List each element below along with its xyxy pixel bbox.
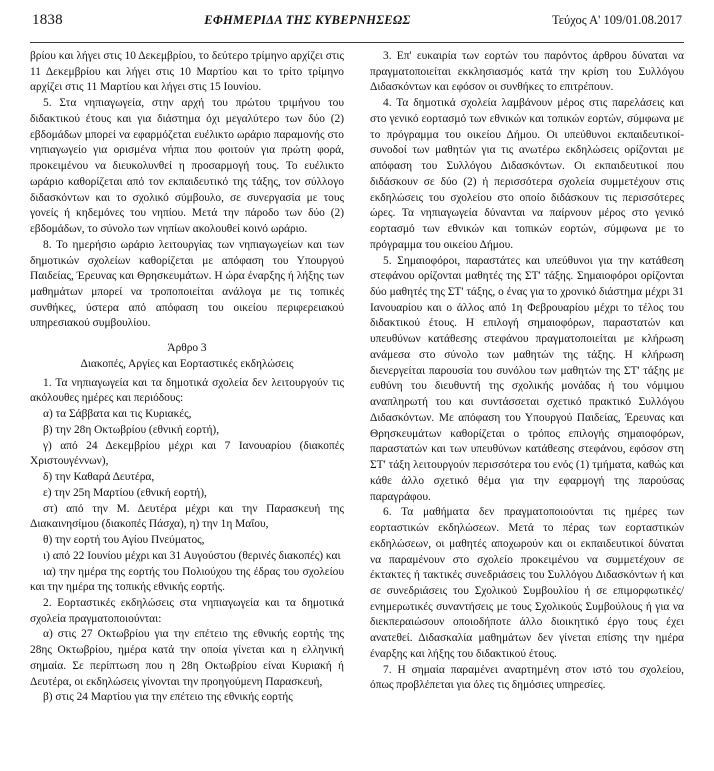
list-item: ε) την 25η Μαρτίου (εθνική εορτή), [43,486,207,499]
paragraph: 4. Τα δημοτικά σχολεία λαμβάνουν μέρος στις παρελάσεις και στο γενικό εορτασμό των εθνικών και τοπικών εορτών, σύμφωνα με το πρόγραμμα του οικείου Δήμου. Οι υπεύθυνοι εκπαιδευτικοί- συνοδοί των μαθητών για τις ανωτέρω εκδηλώσεις ορίζονται με απόφαση του Συλλόγου Διδασκόντων. Οι εκπαιδευτικοί που διδάσκουν σε δύο (2) ή περισσότερα σχολεία συμμετέχουν στις εκδηλώσεις του σχολείου στο οποίο διδάσκουν τις περισσότερες ώρες. Τα νηπιαγωγεία δύνανται να παίρνουν μέρος στο γενικό εορτασμό των εθνικών και τοπικών εορτών, σύμφωνα με το πρόγραμμα του οικείου Δήμου. [370,97,684,251]
gazette-title: ΕΦΗΜΕΡΙΔΑ ΤΗΣ ΚΥΒΕΡΝΗΣΕΩΣ [204,13,411,27]
paragraph: 6. Τα μαθήματα δεν πραγματοποιούνται τις ημέρες των εορταστικών εκδηλώσεων. Μετά το πέρας των εορταστικών εκδηλώσεων, οι μαθητές αποχωρούν και οι εκπαιδευτικοί δύναται να παραμένουν στο σχολείο προκειμένου να συμμετέχουν σε έκτακτες ή τακτικές συνεδριάσεις του Συλλόγου Διδασκόντων ή και σε συνεδριάσεις του Σχολικού Συμβουλίου ή σε επιμορφωτικές/ενημερωτικές συναντήσεις με τους Σχολικούς Συμβούλους ή για να διεκπεραιώσουν οποιοδήποτε άλλο διοικητικό έργο τους έχει ανατεθεί. Διδασκαλία μαθημάτων δεν γίνεται επίσης την ημέρα έναρξης και λήξης του διδακτικού έτους. [370,506,684,660]
list-item: θ) την εορτή του Αγίου Πνεύματος, [43,534,205,547]
article-subheading: Διακοπές, Αργίες και Εορταστικές εκδηλώσεις [80,357,294,370]
left-column [30,49,344,765]
header-divider [30,42,684,43]
issue-reference: Τεύχος Α' 109/01.08.2017 [551,13,682,27]
list-item: α) τα Σάββατα και τις Κυριακές, [43,408,192,421]
paragraph: 7. Η σημαία παραμένει αναρτημένη στον ιστό του σχολείου, όπως προβλέπεται για όλες τις δημόσιες υπηρεσίες. [370,663,684,692]
paragraph: 3. Επ' ευκαιρία των εορτών του παρόντος άρθρου δύναται να πραγματοποιείται εκκλησιασμός κατά την κρίση του Συλλόγου Διδασκόντων και εφόσον οι συνθήκες το επιτρέπουν. [370,50,684,94]
page-number: 1838 [32,12,63,28]
two-column-body [30,49,684,765]
paragraph: 2. Εορταστικές εκδηλώσεις στα νηπιαγωγεία και τα δημοτικά σχολεία πραγματοποιούνται: [30,596,344,625]
list-item: β) στις 24 Μαρτίου για την επέτειο της εθνικής εορτής [43,691,293,704]
list-item: γ) από 24 Δεκεμβρίου μέχρι και 7 Ιανουαρίου (διακοπές Χριστουγέννων), [30,439,344,468]
list-item: δ) την Καθαρά Δευτέρα, [43,471,155,484]
list-item: β) την 28η Οκτωβρίου (εθνική εορτή), [43,423,220,436]
list-item: στ) από την Μ. Δευτέρα μέχρι και την Παρασκευή της Διακαινησίμου (διακοπές Πάσχα), η) την 1η Μαΐου, [30,502,344,531]
list-item: ι) από 22 Ιουνίου μέχρι και 31 Αυγούστου (θερινές διακοπές) και [43,549,341,562]
page-header [30,10,684,38]
paragraph: 1. Τα νηπιαγωγεία και τα δημοτικά σχολεία δεν λειτουργούν τις ακόλουθες ημέρες και περιόδους: [30,376,344,405]
right-column [370,49,684,765]
article-heading: Άρθρο 3 [167,342,207,355]
paragraph: 5. Σημαιοφόροι, παραστάτες και υπεύθυνοι για την κατάθεση στεφάνου ορίζονται μαθητές της ΣΤ' τάξης. Σημαιοφόροι ορίζονται δύο μαθητές της ΣΤ' τάξης, ο ένας για το χρονικό διάστημα μέχρι 31 Ιανουαρίου και ο άλλος από 1η Φεβρουαρίου μέχρι το τέλος του διδακτικού έτους. Η επιλογή σημαιοφόρων, παραστατών και υπευθύνων κατάθεσης στεφάνου πραγματοποιείται με κλήρωση ανάμεσα στο σύνολο των μαθητών της τάξης. Η κλήρωση διενεργείται παρουσία του συνόλου των μαθητών της ΣΤ' τάξης με ευθύνη του διευθυντή της σχολικής μονάδας ή του νόμιμου αναπληρωτή του και συντάσσεται σχετικό πρακτικό Συλλόγου Διδασκόντων. Με απόφαση του Υπουργού Παιδείας, Έρευνας και Θρησκευμάτων καθορίζεται ο τρόπος επιλογής σημαιοφόρων, παραστατών και των υπευθύνων κατάθεσης στεφάνου, εφόσον στη ΣΤ' τάξη λειτουργούν περισσότερα του ενός (1) τμήματα, καθώς και κάθε άλλο σχετικό θέμα για την εφαρμογή της παρούσας παραγράφου. [370,254,684,503]
paragraph: 8. Το ημερήσιο ωράριο λειτουργίας των νηπιαγωγείων και των δημοτικών σχολείων καθορίζεται με απόφαση του Υπουργού Παιδείας, Έρευνας και Θρησκευμάτων. Η ώρα έναρξης ή λήξης των μαθημάτων μπορεί να τροποποιείται ανάλογα με τις τοπικές συνθήκες, ύστερα από απόφαση του οικείου περιφερειακού υπηρεσιακού συμβουλίου. [30,238,344,330]
list-item: ια) την ημέρα της εορτής του Πολιούχου της έδρας του σχολείου και την ημέρα της τοπικής εθνικής εορτής. [30,565,344,594]
paragraph: 5. Στα νηπιαγωγεία, στην αρχή του πρώτου τριμήνου του διδακτικού έτους και για διάστημα όχι μεγαλύτερο των δύο (2) εβδομάδων μπορεί να εφαρμόζεται ευέλικτο ωράριο παραμονής στο νηπιαγωγείο για ορισμένα νήπια που φοιτούν για πρώτη φορά, προκειμένου να διευκολυνθεί η προσαρμογή τους. Το ευέλικτο ωράριο καθορίζεται από τον εκπαιδευτικό της τάξης, τον σύλλογο διδασκόντων και το σχολικό σύμβουλο, σε συνεργασία με τους γονείς ή κηδεμόνες του νηπίου. Μετά την πάροδο των δύο (2) εβδομάδων, το σύνολο των νηπίων ακολουθεί κοινό ωράριο. [30,97,344,236]
paragraph: βρίου και λήγει στις 10 Δεκεμβρίου, το δεύτερο τρίμηνο αρχίζει στις 11 Δεκεμβρίου και λήγει στις 10 Μαρτίου και το τρίτο τρίμηνο αρχίζει στις 11 Μαρτίου και λήγει στις 15 Ιουνίου. [30,50,344,94]
list-item: α) στις 27 Οκτωβρίου για την επέτειο της εθνικής εορτής της 28ης Οκτωβρίου, ημέρα κατά την οποία γίνεται και η ελληνική σημαία. Σε περίπτωση που η 28η Οκτωβρίου είναι Κυριακή ή Δευτέρα, οι εκδηλώσεις γίνονται την προηγούμενη Παρασκευή, [30,628,344,688]
